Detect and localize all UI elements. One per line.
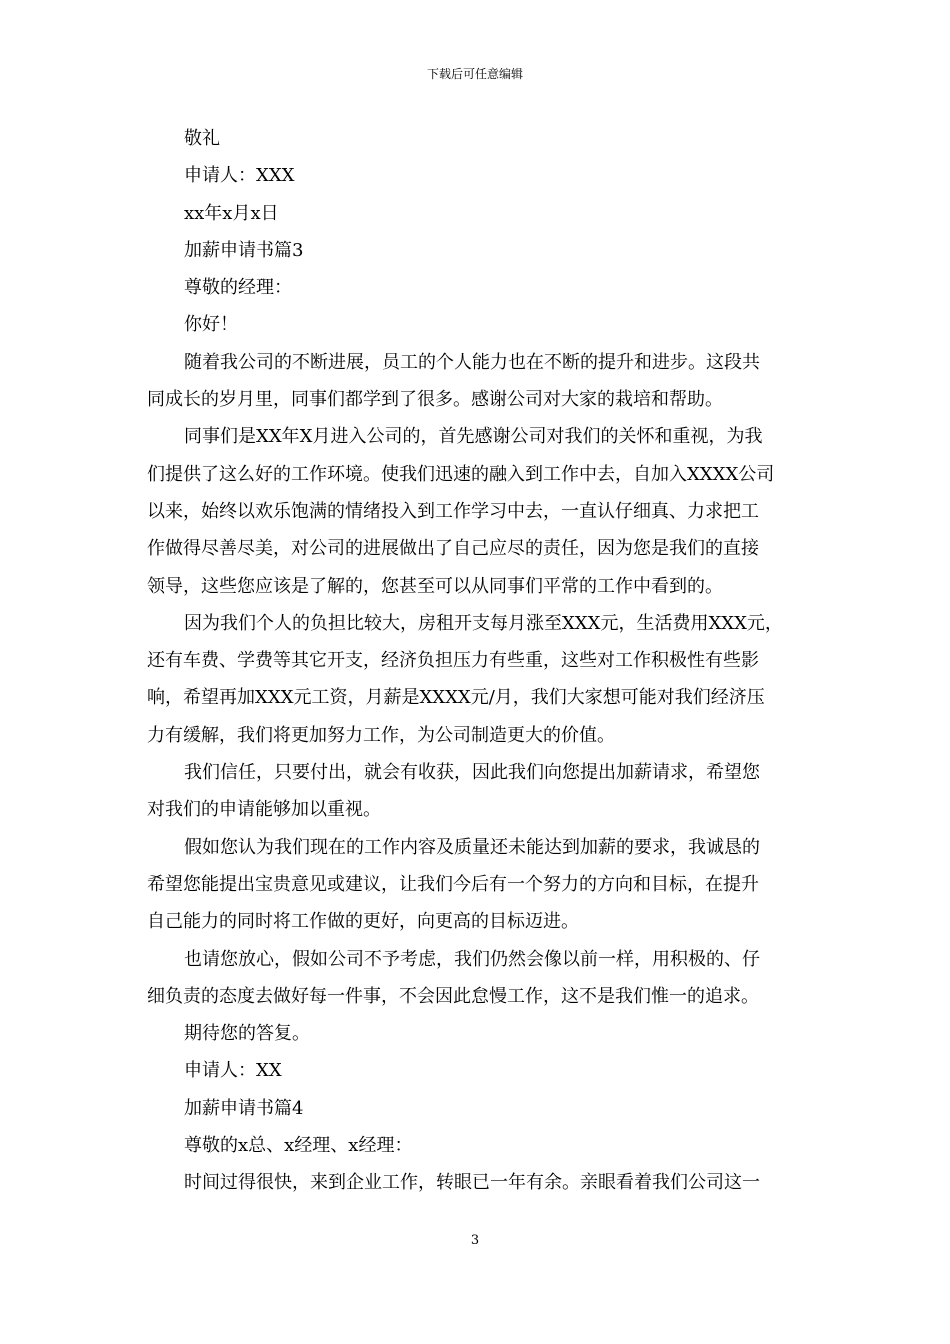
page-number: 3: [470, 1233, 480, 1248]
applicant-line: 申请人：XXX: [184, 165, 295, 187]
paragraph-line: 时间过得很快，来到企业工作，转眼已一年有余。亲眼看着我们公司这一: [184, 1172, 760, 1194]
salutation: 尊敬的x总、x经理、x经理：: [184, 1135, 413, 1157]
section-title: 加薪申请书篇4: [184, 1097, 304, 1119]
paragraph-line: 我们信任，只要付出，就会有收获，因此我们向您提出加薪请求，希望您: [184, 762, 760, 784]
paragraph-line: 因为我们个人的负担比较大，房租开支每月涨至XXX元，生活费用XXX元，: [184, 612, 783, 634]
paragraph-line: 细负责的态度去做好每一件事，不会因此怠慢工作，这不是我们惟一的追求。: [147, 985, 759, 1007]
paragraph-line: 还有车费、学费等其它开支，经济负担压力有些重，这些对工作积极性有些影: [147, 650, 759, 672]
paragraph-line: 领导，这些您应该是了解的，您甚至可以从同事们平常的工作中看到的。: [147, 575, 723, 597]
paragraph-line: 对我们的申请能够加以重视。: [147, 799, 381, 821]
closing-salutation: 敬礼: [184, 128, 220, 149]
paragraph-line: 响，希望再加XXX元工资，月薪是XXXX元/月，我们大家想可能对我们经济压: [147, 687, 765, 709]
paragraph-line: 力有缓解，我们将更加努力工作，为公司制造更大的价值。: [147, 724, 615, 746]
section-title: 加薪申请书篇3: [184, 239, 304, 261]
document-body: [147, 120, 807, 1202]
salutation: 尊敬的经理：: [184, 277, 292, 299]
paragraph-line: 同事们是XX年X月进入公司的，首先感谢公司对我们的关怀和重视，为我: [184, 426, 763, 448]
paragraph-line: 同成长的岁月里，同事们都学到了很多。感谢公司对大家的栽培和帮助。: [147, 389, 723, 411]
paragraph-line: 假如您认为我们现在的工作内容及质量还未能达到加薪的要求，我诚恳的: [184, 836, 760, 858]
page-header: 下载后可任意编辑: [426, 67, 523, 81]
paragraph-line: 自己能力的同时将工作做的更好，向更高的目标迈进。: [147, 911, 579, 933]
greeting: 你好！: [184, 314, 238, 336]
date-line: xx年x月x日: [184, 202, 279, 224]
paragraph-line: 以来，始终以欢乐饱满的情绪投入到工作学习中去，一直认仔细真、力求把工: [147, 500, 759, 522]
paragraph-line: 作做得尽善尽美，对公司的进展做出了自己应尽的责任，因为您是我们的直接: [147, 538, 759, 560]
paragraph-line: 也请您放心，假如公司不予考虑，我们仍然会像以前一样，用积极的、仔: [184, 948, 760, 970]
closing-line: 期待您的答复。: [184, 1023, 310, 1045]
paragraph-line: 们提供了这么好的工作环境。使我们迅速的融入到工作中去，自加入XXXX公司: [147, 463, 775, 485]
paragraph-line: 随着我公司的不断进展，员工的个人能力也在不断的提升和进步。这段共: [184, 351, 760, 373]
applicant-line: 申请人：XX: [184, 1060, 282, 1082]
paragraph-line: 希望您能提出宝贵意见或建议，让我们今后有一个努力的方向和目标，在提升: [147, 873, 759, 895]
